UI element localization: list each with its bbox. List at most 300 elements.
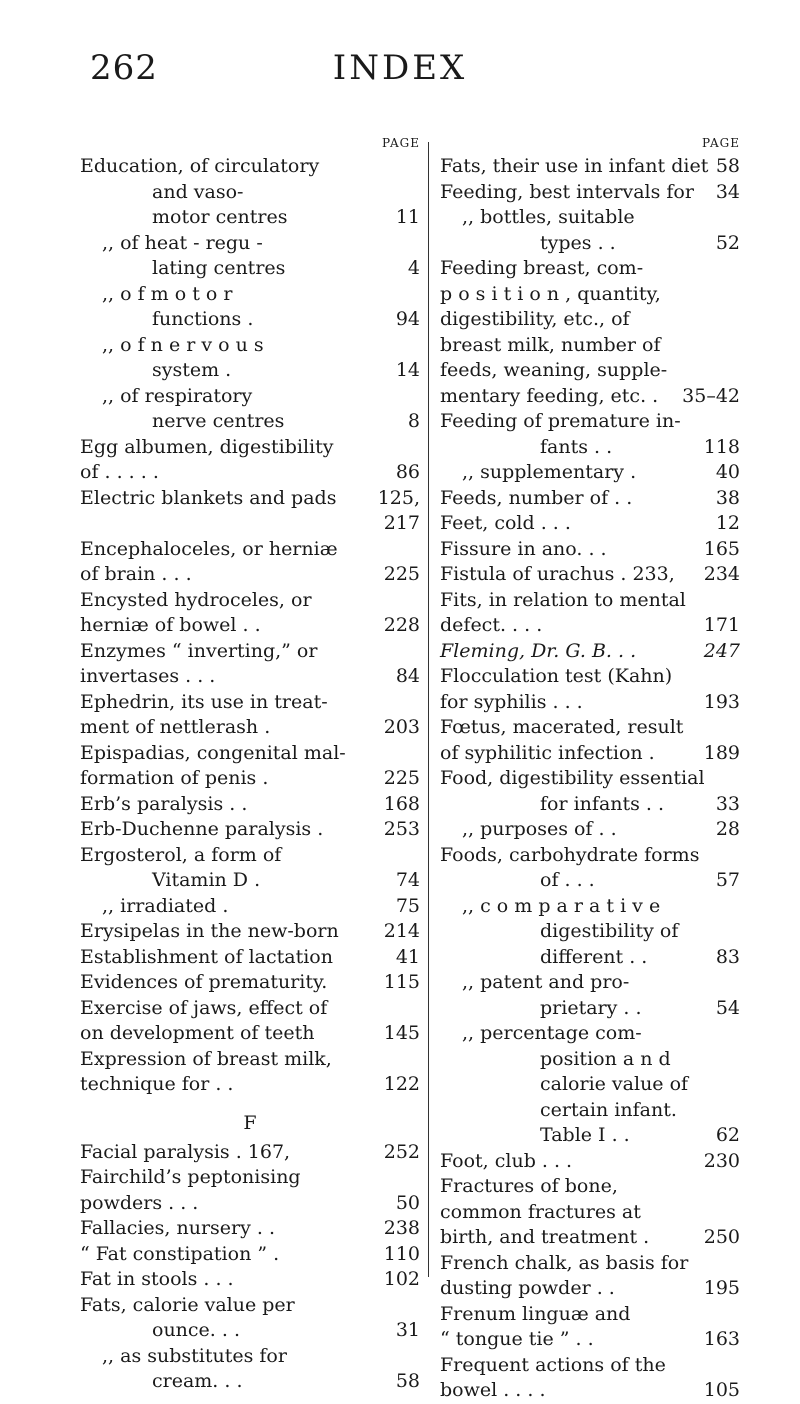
entry-text: ,, patent and pro- [462, 971, 630, 993]
entry-text: Vitamin D . [152, 869, 261, 891]
index-entry [80, 1140, 420, 1166]
entry-text: Erb-Duchenne paralysis . [80, 818, 324, 840]
index-line [440, 970, 740, 996]
index-entry [80, 843, 420, 894]
index-line [80, 945, 420, 971]
index-entries-right [440, 154, 740, 1404]
index-line [80, 690, 420, 716]
index-line [440, 180, 740, 206]
index-line [440, 588, 740, 614]
entry-text: Expression of breast milk, [80, 1047, 332, 1070]
index-entry [440, 205, 740, 256]
entry-page-number: 58 [715, 155, 740, 177]
index-line [80, 256, 420, 282]
index-line [440, 1225, 740, 1251]
index-entry [440, 1174, 740, 1251]
index-entry [80, 690, 420, 741]
entry-text: Ephedrin, its use in treat- [80, 690, 328, 713]
entry-text: Food, digestibility essential [440, 767, 705, 789]
index-line [80, 664, 420, 690]
index-line [440, 690, 740, 716]
entry-text: Exercise of jaws, effect of [80, 996, 328, 1019]
index-line [80, 588, 420, 614]
index-entry [80, 1216, 420, 1242]
index-line [440, 766, 740, 792]
index-entries-e [80, 154, 420, 1098]
entry-text: nerve centres [152, 410, 285, 432]
entry-page-number: 102 [383, 1268, 420, 1290]
index-line [80, 1191, 420, 1217]
page-number: 262 [90, 48, 158, 88]
entry-text: Fits, in relation to mental [440, 588, 686, 611]
entry-text: Frenum linguæ and [440, 1302, 631, 1325]
page-header [0, 48, 800, 98]
index-line [80, 460, 420, 486]
index-line [80, 537, 420, 563]
index-line [440, 1098, 740, 1124]
index-line [440, 868, 740, 894]
page-column-label: PAGE [382, 136, 420, 150]
entry-page-number: 217 [383, 512, 420, 534]
index-line [80, 205, 420, 231]
index-entry [80, 1242, 420, 1268]
index-line [80, 1216, 420, 1242]
index-line [440, 1353, 740, 1379]
entry-page-number: 225 [383, 767, 420, 789]
index-line [80, 715, 420, 741]
index-line [80, 1072, 420, 1098]
index-line [80, 333, 420, 359]
column-divider [428, 142, 429, 1277]
entry-text: powders . . . [80, 1191, 199, 1214]
index-entry [80, 588, 420, 639]
entry-text: herniæ of bowel . . [80, 614, 261, 636]
entry-text: feeds, weaning, supple- [440, 359, 668, 381]
index-entry [440, 588, 740, 639]
index-line [440, 843, 740, 869]
entry-page-number: 115 [383, 971, 420, 993]
index-entry [440, 817, 740, 843]
entry-page-number: 193 [703, 690, 740, 713]
entry-page-number: 54 [715, 996, 740, 1019]
index-entry [440, 256, 740, 409]
index-entry [440, 639, 740, 665]
entry-text: breast milk, number of [440, 333, 661, 356]
entry-page-number: 12 [715, 512, 740, 534]
index-entry [80, 1267, 420, 1293]
entry-text: calorie value of [540, 1073, 689, 1095]
index-line [80, 970, 420, 996]
index-line [80, 894, 420, 920]
index-line [80, 511, 420, 537]
index-entry [80, 231, 420, 282]
index-entry [80, 435, 420, 486]
entry-text: Fat in stools . . . [80, 1268, 234, 1290]
index-line [80, 282, 420, 308]
index-entry [80, 1293, 420, 1344]
index-line [440, 1200, 740, 1226]
entry-text: Erysipelas in the new-born [80, 920, 339, 942]
entry-page-number: 253 [383, 818, 420, 840]
entry-text: cream. . . [152, 1370, 243, 1392]
entry-text: ounce. . . [152, 1319, 240, 1341]
entry-page-number: 11 [395, 206, 420, 228]
index-entry [440, 1353, 740, 1404]
entry-text: Ergosterol, a form of [80, 843, 282, 866]
entry-text: ,, bottles, suitable [462, 206, 635, 228]
entry-text: Fractures of bone, [440, 1175, 618, 1197]
entry-text: Fats, calorie value per [80, 1293, 295, 1316]
entry-text: ,, irradiated . [102, 894, 229, 917]
entry-page-number: 214 [383, 920, 420, 942]
entry-text: ,, percentage com- [462, 1022, 642, 1044]
index-line [440, 1123, 740, 1149]
index-entry [440, 460, 740, 486]
entry-page-number: 50 [395, 1191, 420, 1214]
entry-text: “ tongue tie ” . . [440, 1328, 594, 1350]
entry-page-number: 203 [383, 716, 420, 738]
index-entry [80, 792, 420, 818]
entry-text: for syphilis . . . [440, 690, 583, 713]
entry-text: for infants . . [540, 792, 665, 815]
entry-text: French chalk, as basis for [440, 1251, 689, 1274]
entry-text: Foods, carbohydrate forms [440, 843, 700, 866]
entry-text: ,, supplementary . [462, 461, 637, 483]
entry-page-number: 225 [383, 563, 420, 585]
index-line [80, 817, 420, 843]
index-entry [440, 1302, 740, 1353]
index-entry [80, 894, 420, 920]
entry-text: Fleming, Dr. G. B. . . [440, 639, 637, 662]
entry-text: on development of teeth [80, 1022, 315, 1044]
index-entry [440, 970, 740, 1021]
entry-text: mentary feeding, etc. . [440, 384, 659, 407]
index-line [440, 537, 740, 563]
entry-page-number: 228 [383, 614, 420, 636]
index-line [440, 384, 740, 410]
entry-text: Feet, cold . . . [440, 512, 571, 534]
entry-text: system . [152, 359, 232, 381]
index-line [440, 435, 740, 461]
entry-page-number: 163 [703, 1328, 740, 1350]
entry-text: digestibility, etc., of [440, 308, 630, 330]
entry-text: common fractures at [440, 1200, 641, 1223]
entry-text [80, 511, 86, 537]
index-line [80, 1165, 420, 1191]
entry-text: ,, c o m p a r a t i v e [462, 894, 661, 917]
index-line [440, 1251, 740, 1277]
entry-page-number: 75 [395, 894, 420, 917]
index-entry [440, 180, 740, 206]
index-line [80, 639, 420, 665]
index-line [440, 664, 740, 690]
entry-text: Establishment of lactation [80, 945, 333, 968]
index-line [440, 460, 740, 486]
index-line [440, 613, 740, 639]
entry-text: fants . . [540, 435, 613, 458]
entry-text: Enzymes “ inverting,” or [80, 639, 318, 662]
entry-text: Facial paralysis . 167, [80, 1140, 291, 1163]
entry-page-number: 189 [703, 741, 740, 764]
section-letter: F [243, 1111, 257, 1134]
entry-text: of brain . . . [80, 563, 192, 585]
index-line [80, 868, 420, 894]
entry-page-number: 125, [377, 486, 420, 509]
index-line [80, 384, 420, 410]
index-entry [80, 384, 420, 435]
index-entry [80, 919, 420, 945]
index-entry [80, 154, 420, 231]
entry-page-number: 86 [395, 461, 420, 483]
index-line [440, 792, 740, 818]
index-line [80, 741, 420, 767]
index-entry [80, 996, 420, 1047]
entry-page-number: 4 [407, 257, 420, 279]
entry-text: Frequent actions of the [440, 1353, 666, 1376]
index-line [440, 154, 740, 180]
index-line [80, 1344, 420, 1370]
entry-text: Encephaloceles, or herniæ [80, 537, 338, 560]
entry-text: ,, o f n e r v o u s [102, 333, 264, 356]
entry-text: “ Fat constipation ” . [80, 1242, 280, 1265]
entry-text: prietary . . [540, 996, 642, 1019]
entry-page-number: 57 [715, 869, 740, 891]
entry-text: Fœtus, macerated, result [440, 716, 684, 738]
entry-page-number: 118 [703, 435, 740, 458]
entry-text: Fistula of urachus . 233, [440, 563, 675, 585]
index-entry [440, 715, 740, 766]
entry-text: ,, o f m o t o r [102, 282, 233, 305]
page-title: INDEX [332, 48, 468, 88]
index-entry [80, 945, 420, 971]
entry-text: Encysted hydroceles, or [80, 588, 312, 611]
index-line [80, 1318, 420, 1344]
index-entry [440, 843, 740, 894]
entry-text: ment of nettlerash . [80, 716, 271, 738]
index-entry [80, 1165, 420, 1216]
index-entry [80, 817, 420, 843]
index-entry [80, 537, 420, 588]
index-line [80, 1293, 420, 1319]
entry-text: p o s i t i o n , quantity, [440, 282, 661, 305]
index-line [80, 792, 420, 818]
index-line [440, 511, 740, 537]
entry-page-number: 122 [383, 1073, 420, 1095]
index-line [80, 154, 420, 180]
index-line [80, 1369, 420, 1395]
index-line [440, 409, 740, 435]
index-entry [440, 1021, 740, 1149]
entry-text: position a n d [540, 1047, 671, 1070]
entry-page-number: 110 [383, 1242, 420, 1265]
index-line [440, 231, 740, 257]
page-column-label: PAGE [702, 136, 740, 150]
index-line [440, 741, 740, 767]
index-entry [440, 1149, 740, 1175]
entry-text: lating centres [152, 257, 286, 279]
entry-text: different . . [540, 945, 648, 968]
entry-text: formation of penis . [80, 767, 269, 789]
index-entry [440, 486, 740, 512]
entry-page-number: 168 [383, 792, 420, 815]
index-line [80, 613, 420, 639]
index-line [80, 919, 420, 945]
index-entry [80, 639, 420, 690]
index-entries-f [80, 1140, 420, 1395]
index-line [440, 1302, 740, 1328]
index-line [440, 1149, 740, 1175]
entry-text: ,, purposes of . . [462, 818, 617, 840]
entry-text: types . . [540, 231, 616, 254]
index-line [80, 307, 420, 333]
entry-text: dusting powder . . [440, 1277, 615, 1299]
entry-text: Fats, their use in infant diet [440, 155, 709, 177]
entry-text: Fairchild’s peptonising [80, 1166, 301, 1188]
index-line [440, 996, 740, 1022]
entry-page-number: 230 [703, 1149, 740, 1172]
index-entry [440, 154, 740, 180]
index-line [80, 180, 420, 206]
entry-page-number: 62 [715, 1124, 740, 1146]
index-line [80, 562, 420, 588]
index-line [80, 486, 420, 512]
entry-page-number: 252 [383, 1140, 420, 1163]
entry-text: technique for . . [80, 1073, 234, 1095]
entry-text: Erb’s paralysis . . [80, 792, 248, 815]
entry-text: ,, of heat - regu - [102, 231, 263, 254]
index-line [440, 1047, 740, 1073]
index-line [440, 205, 740, 231]
entry-text: Flocculation test (Kahn) [440, 665, 673, 687]
entry-page-number: 238 [383, 1217, 420, 1239]
index-entry [80, 486, 420, 537]
entry-text: Feeds, number of . . [440, 486, 633, 509]
index-line [80, 1242, 420, 1268]
entry-page-number: 40 [715, 461, 740, 483]
entry-text: Epispadias, congenital mal- [80, 741, 346, 764]
entry-page-number: 38 [715, 486, 740, 509]
index-line [80, 435, 420, 461]
index-line [80, 358, 420, 384]
index-line [80, 409, 420, 435]
entry-text: Egg albumen, digestibility [80, 435, 334, 458]
entry-text: Fissure in ano. . . [440, 537, 607, 560]
index-line [440, 1174, 740, 1200]
index-entry [440, 511, 740, 537]
entry-text: Electric blankets and pads [80, 486, 337, 509]
index-entry [440, 894, 740, 971]
index-entry [80, 333, 420, 384]
index-line [440, 1021, 740, 1047]
entry-page-number: 58 [395, 1370, 420, 1392]
index-line [440, 333, 740, 359]
index-line [80, 1021, 420, 1047]
entry-page-number: 171 [703, 614, 740, 636]
entry-text: Education, of circulatory [80, 155, 320, 177]
entry-page-number: 84 [395, 665, 420, 687]
index-line [440, 639, 740, 665]
index-column-right [440, 136, 740, 1404]
entry-page-number: 74 [395, 869, 420, 891]
entry-page-number: 83 [715, 945, 740, 968]
index-line [440, 256, 740, 282]
entry-text: and vaso- [152, 180, 244, 203]
entry-text: ,, as substitutes for [102, 1344, 287, 1367]
entry-text: Table I . . [540, 1124, 630, 1146]
index-entry [80, 741, 420, 792]
index-line [440, 562, 740, 588]
index-entry [80, 970, 420, 996]
entry-text: Evidences of prematurity. [80, 971, 328, 993]
index-entry [440, 1251, 740, 1302]
index-entry [440, 537, 740, 563]
entry-page-number: 234 [703, 563, 740, 585]
index-entry [440, 664, 740, 715]
entry-text: of . . . [540, 869, 595, 891]
entry-text: defect. . . . [440, 614, 543, 636]
entry-page-number: 35–42 [682, 384, 740, 407]
entry-text: functions . [152, 308, 254, 330]
index-line [440, 1378, 740, 1404]
index-line [440, 715, 740, 741]
entry-text: Feeding, best intervals for [440, 180, 694, 203]
index-line [440, 894, 740, 920]
index-line [440, 1072, 740, 1098]
index-line [440, 282, 740, 308]
entry-text: of syphilitic infection . [440, 741, 655, 764]
index-line [80, 231, 420, 257]
entry-text: of . . . . . [80, 461, 159, 483]
entry-page-number: 8 [407, 410, 420, 432]
entry-text: ,, of respiratory [102, 384, 253, 407]
index-line [440, 307, 740, 333]
entry-page-number: 145 [383, 1022, 420, 1044]
index-line [440, 945, 740, 971]
entry-text: digestibility of [540, 920, 679, 942]
entry-text: Fallacies, nursery . . [80, 1217, 276, 1239]
index-entry [80, 282, 420, 333]
entry-page-number: 247 [703, 639, 740, 662]
index-line [80, 1267, 420, 1293]
index-entry [440, 766, 740, 817]
index-line [440, 1276, 740, 1302]
index-line [80, 843, 420, 869]
index-entry [80, 1047, 420, 1098]
entry-page-number: 105 [703, 1379, 740, 1401]
index-entry [440, 409, 740, 460]
index-line [80, 766, 420, 792]
entry-page-number: 31 [395, 1319, 420, 1341]
index-line [440, 919, 740, 945]
index-line [440, 817, 740, 843]
index-line [80, 1047, 420, 1073]
entry-page-number: 195 [703, 1277, 740, 1299]
entry-page-number: 52 [715, 231, 740, 254]
index-line [440, 1327, 740, 1353]
entry-text: certain infant. [540, 1098, 677, 1121]
index-entry [440, 562, 740, 588]
entry-page-number: 165 [703, 537, 740, 560]
index-line [440, 486, 740, 512]
entry-text: motor centres [152, 206, 288, 228]
entry-text: Feeding breast, com- [440, 257, 644, 279]
entry-text: Feeding of premature in- [440, 410, 681, 432]
entry-page-number: 41 [395, 945, 420, 968]
entry-text: birth, and treatment . [440, 1226, 650, 1248]
index-entry [80, 1344, 420, 1395]
entry-page-number: 14 [395, 359, 420, 381]
index-column-left [80, 136, 420, 1395]
